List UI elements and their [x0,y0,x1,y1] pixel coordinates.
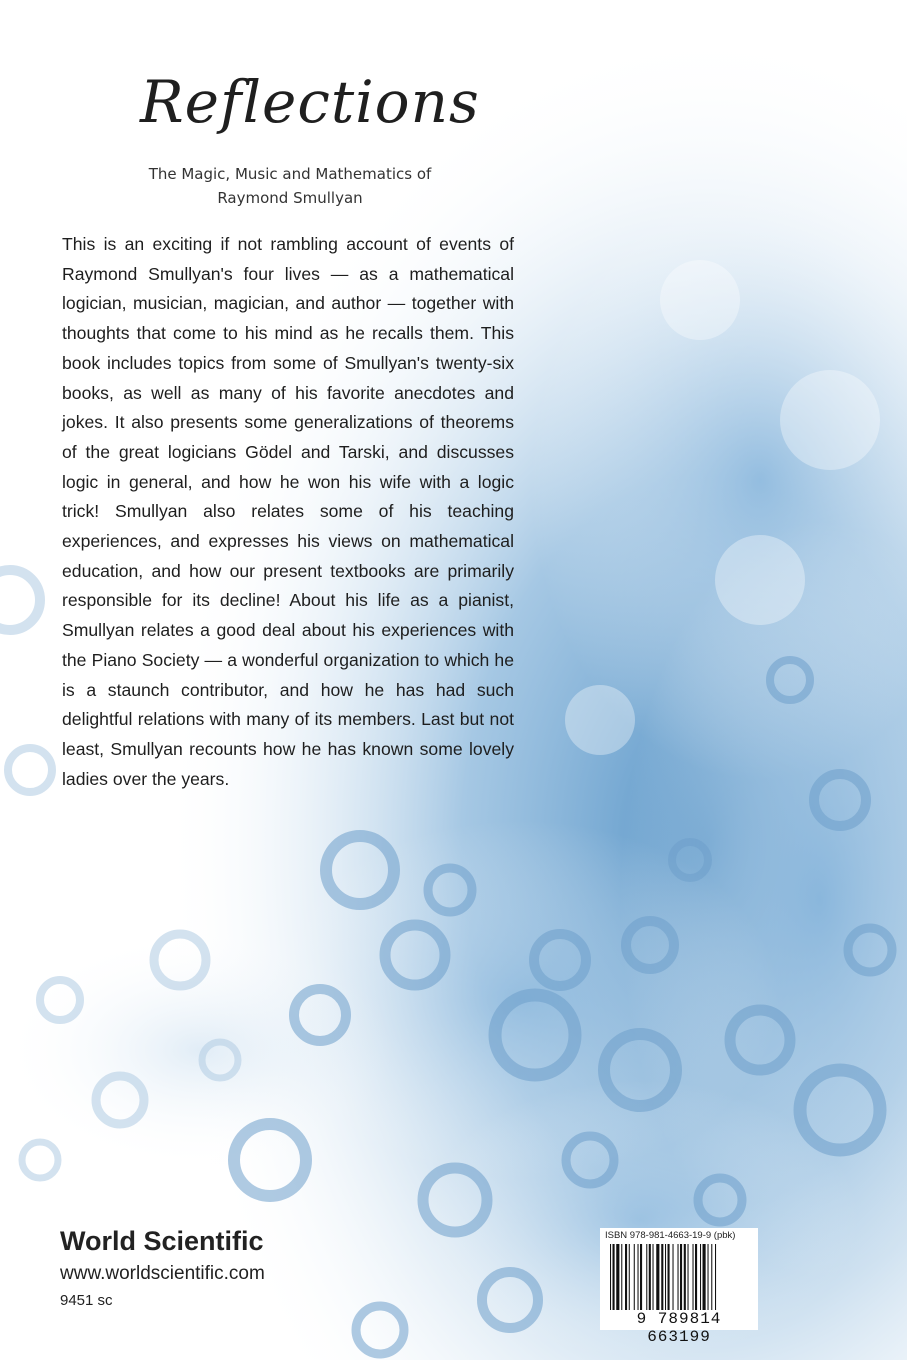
barcode-bar [715,1244,716,1310]
barcode-bar [678,1244,679,1310]
barcode-bar [656,1244,659,1310]
catalog-code: 9451 sc [60,1292,113,1309]
publisher-website: www.worldscientific.com [60,1263,265,1284]
barcode-bar [638,1244,639,1310]
barcode-bar [680,1244,682,1310]
barcode-bar [649,1244,651,1310]
barcode-bar [688,1244,689,1310]
barcode-bar [673,1244,674,1310]
barcode-bar [668,1244,670,1310]
isbn-barcode-panel [600,1228,758,1346]
barcode-bar [634,1244,635,1310]
barcode-bar [700,1244,701,1310]
barcode-bar [640,1244,642,1310]
barcode-bar [625,1244,627,1310]
subtitle-line-1: The Magic, Music and Mathematics of [148,165,432,183]
barcode-bar [653,1244,654,1310]
barcode-bar [613,1244,615,1310]
barcode-bar [703,1244,706,1310]
barcode-bar [711,1244,712,1310]
barcode-bar [665,1244,666,1310]
barcode-icon [600,1242,758,1312]
barcode-bar [616,1244,619,1310]
barcode-bar [693,1244,694,1310]
barcode-bar [621,1244,622,1310]
barcode-bar [629,1244,630,1310]
subtitle-line-2: Raymond Smullyan [217,189,363,207]
book-subtitle [110,162,470,210]
barcode-digits: 9 789814 663199 [636,1310,722,1346]
book-description: This is an exciting if not rambling account of events of Raymond Smullyan's four lives — as a mathematical logician, musician, magician, and author — together with thoughts that come to his mind as he recalls them. This book includes topics from some of Smullyan's twenty-six books, as well as many of his favorite anecdotes and jokes. It also presents some generalizations of theorems of the great logicians Gödel and Tarski, and discusses logic in general, and how he won his wife with a logic trick! Smullyan also relates some of his teaching experiences, and expresses his views on mathematical education, and how our present textbooks are primarily responsible for its decline! About his life as a pianist, Smullyan relates a good deal about his experiences with the Piano Society — a wonderful organization to which he is a staunch contributor, and how he has had such delightful relations with many of its members. Last but not least, Smullyan recounts how he has known some lovely ladies over the years. [62,234,514,789]
barcode-bar [610,1244,611,1310]
publisher-name: World Scientific [60,1226,264,1256]
barcode-bar [684,1244,686,1310]
book-title: Reflections [140,68,480,136]
barcode-bar [646,1244,647,1310]
isbn-label: ISBN 978-981-4663-19-9 (pbk) [605,1230,736,1241]
barcode-bar [708,1244,709,1310]
barcode-bar [661,1244,663,1310]
barcode-bar [695,1244,697,1310]
